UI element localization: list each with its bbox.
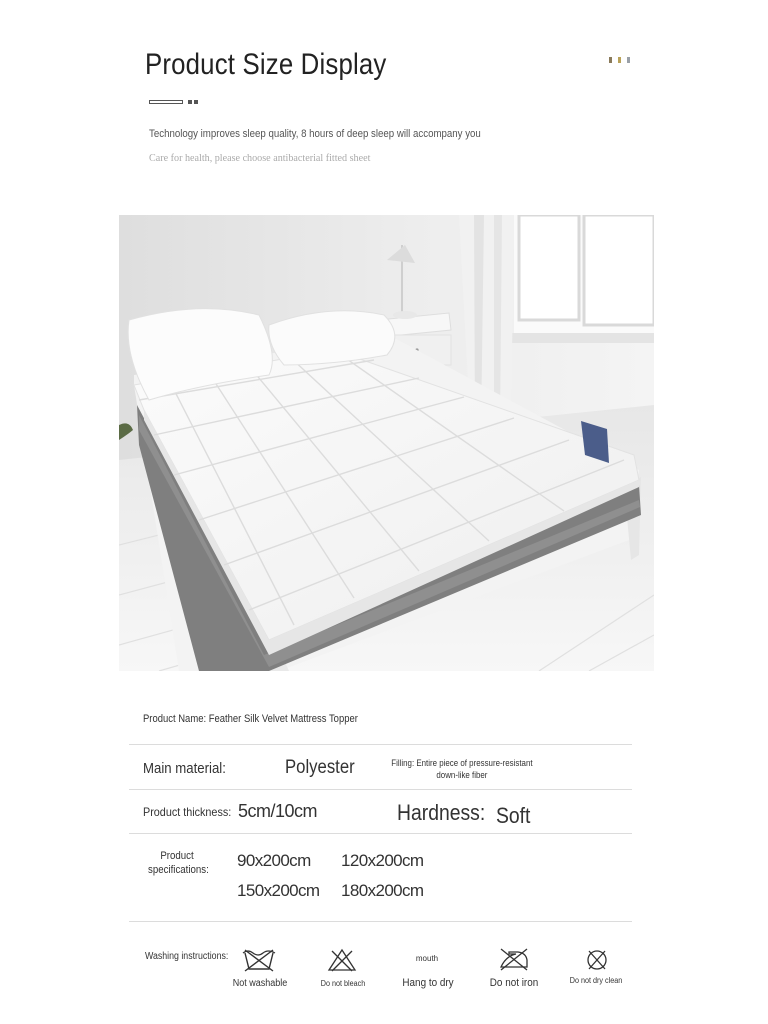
page-title: Product Size Display — [145, 48, 387, 81]
dot-icon — [627, 57, 630, 63]
hardness-label: Hardness: — [397, 800, 486, 825]
size-option: 120x200cm — [341, 851, 424, 870]
divider — [129, 833, 632, 834]
title-underline-square — [194, 100, 198, 104]
not-washable-icon — [241, 947, 277, 973]
tagline-secondary: Care for health, please choose antibacterial fitted sheet — [149, 152, 371, 164]
thickness-label: Product thickness: — [143, 805, 232, 819]
mattress-topper-image — [119, 215, 654, 671]
size-option: 90x200cm — [237, 851, 311, 870]
care-label: Not washable — [232, 978, 288, 989]
thickness-value: 5cm/10cm — [238, 801, 318, 821]
care-label: Hang to dry — [402, 977, 454, 989]
care-label: Do not iron — [489, 977, 539, 989]
care-label: Do not dry clean — [569, 976, 623, 985]
mouth-text: mouth — [415, 954, 439, 963]
do-not-bleach-icon — [324, 947, 360, 973]
dot-icon — [609, 57, 612, 63]
product-photo — [119, 215, 654, 671]
washing-instructions-label: Washing instructions: — [145, 951, 229, 962]
dot-icon — [618, 57, 621, 63]
size-option: 180x200cm — [341, 881, 424, 900]
hardness-value: Soft — [496, 803, 531, 828]
product-name: Product Name: Feather Silk Velvet Mattress Topper — [143, 713, 358, 725]
filling-text: Filling: Entire piece of pressure-resistant down-like fiber — [391, 758, 533, 780]
size-option: 150x200cm — [237, 881, 320, 900]
decorative-dots — [609, 57, 630, 63]
divider — [129, 744, 632, 745]
main-material-label: Main material: — [143, 760, 226, 777]
specifications-label: Product specifications: — [148, 850, 209, 876]
do-not-dry-clean-icon — [579, 947, 615, 973]
title-underline — [149, 100, 183, 104]
main-material-value: Polyester — [285, 757, 355, 778]
do-not-iron-icon — [496, 946, 532, 972]
tagline: Technology improves sleep quality, 8 hours of deep sleep will accompany you — [149, 128, 481, 140]
divider — [129, 789, 632, 790]
title-underline-square — [188, 100, 192, 104]
care-label: Do not bleach — [320, 979, 366, 988]
divider — [129, 921, 632, 922]
